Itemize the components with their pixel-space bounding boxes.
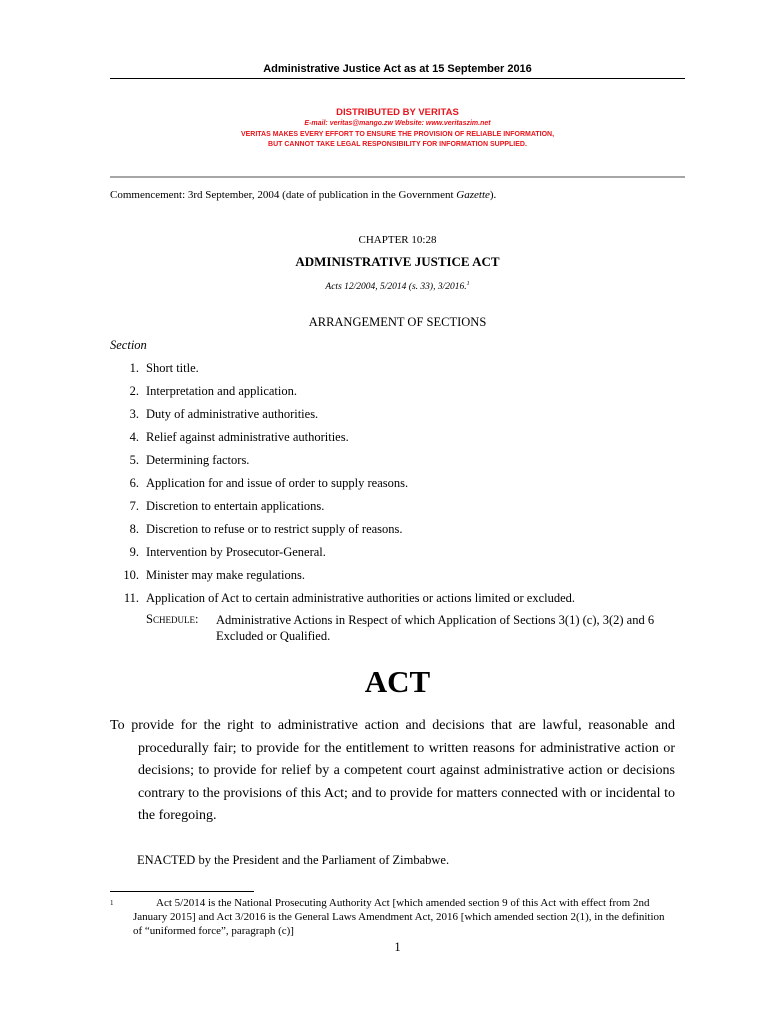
- running-header: Administrative Justice Act as at 15 September 2016: [263, 63, 532, 75]
- section-number: 6.: [129, 476, 139, 490]
- schedule-text: Administrative Actions in Respect of which Application of Sections 3(1) (c), 3(2) and 6 Excluded or Qualified.: [216, 613, 655, 643]
- page-number: 1: [394, 940, 401, 954]
- commencement-text: Commencement: 3rd September, 2004 (date of publication in the Government: [110, 189, 457, 201]
- section-number: 7.: [129, 499, 139, 513]
- section-item[interactable]: [110, 498, 685, 521]
- section-item[interactable]: [110, 383, 685, 406]
- section-title: Discretion to refuse or to restrict supply of reasons.: [146, 522, 403, 536]
- section-title: Application for and issue of order to supply reasons.: [146, 476, 409, 490]
- section-number: 11.: [123, 591, 139, 605]
- enacting-clause: ENACTED by the President and the Parliament of Zimbabwe.: [137, 853, 450, 867]
- section-number: 8.: [129, 522, 139, 536]
- section-title: Application of Act to certain administrative authorities or actions limited or excluded.: [146, 591, 576, 605]
- section-title: Relief against administrative authorities.: [146, 430, 349, 444]
- distributor-contact: E-mail: veritas@mango.zw Website: www.veritaszim.net: [304, 120, 491, 127]
- section-item[interactable]: [110, 475, 685, 498]
- section-label: Section: [110, 338, 147, 352]
- section-title: Determining factors.: [146, 453, 250, 467]
- acts-text: Acts 12/2004, 5/2014 (s. 33), 3/2016.: [325, 282, 467, 293]
- distributor-disclaimer-line2: BUT CANNOT TAKE LEGAL RESPONSIBILITY FOR INFORMATION SUPPLIED.: [268, 141, 527, 148]
- footnote-mark: 1: [110, 899, 114, 907]
- distributor-disclaimer-line1: VERITAS MAKES EVERY EFFORT TO ENSURE THE PROVISION OF RELIABLE INFORMATION,: [240, 131, 555, 138]
- section-number: 4.: [129, 430, 139, 444]
- section-number: 2.: [129, 384, 139, 398]
- commencement-tail: ).: [489, 189, 497, 201]
- section-number: 10.: [123, 568, 139, 582]
- section-item[interactable]: [110, 452, 685, 475]
- acts-list: [110, 281, 685, 292]
- section-number: 9.: [129, 545, 139, 559]
- sections-list: [110, 360, 685, 613]
- footnote-text: Act 5/2014 is the National Prosecuting Authority Act [which amended section 9 of this Act with effect from 2nd January 2015] and Act 3/2016 is the General Laws Amendment Act, 2016 [which amended section 2(1), in the definition of “uniformed force”, paragraph (c)]: [133, 897, 665, 937]
- section-title: Interpretation and application.: [146, 384, 297, 398]
- schedule-label: Schedule:: [146, 612, 199, 626]
- footnote: [110, 896, 670, 938]
- act-heading: ACT: [364, 664, 431, 699]
- section-title: Short title.: [146, 361, 199, 375]
- section-item[interactable]: [110, 590, 685, 613]
- act-title: ADMINISTRATIVE JUSTICE ACT: [295, 254, 500, 269]
- section-number: 5.: [129, 453, 139, 467]
- section-item[interactable]: [110, 567, 685, 590]
- distributor-divider: [110, 176, 685, 178]
- arrangement-heading: ARRANGEMENT OF SECTIONS: [308, 315, 487, 329]
- commencement-gazette: Gazette: [456, 189, 490, 201]
- distributor-title: DISTRIBUTED BY VERITAS: [336, 107, 459, 118]
- section-item[interactable]: [110, 429, 685, 452]
- acts-footnote-ref[interactable]: 1: [466, 281, 470, 287]
- section-title: Duty of administrative authorities.: [146, 407, 319, 421]
- section-number: 3.: [129, 407, 139, 421]
- section-title: Discretion to entertain applications.: [146, 499, 325, 513]
- commencement-note: [110, 189, 496, 201]
- section-item[interactable]: [110, 521, 685, 544]
- long-title-preamble: To provide for the right to administrative action and decisions that are lawful, reasonable and procedurally fair; to provide for the entitlement to written reasons for administrative action or decisions; to provide for relief by a competent court against administrative action or decisions contrary to the provisions of this Act; and to provide for matters connected with or incidental to the foregoing.: [110, 718, 675, 823]
- header-rule: [110, 78, 685, 79]
- section-item[interactable]: [110, 360, 685, 383]
- section-item[interactable]: [110, 406, 685, 429]
- chapter-number: CHAPTER 10:28: [358, 234, 437, 246]
- section-title: Minister may make regulations.: [146, 568, 305, 582]
- footnote-rule: [110, 891, 254, 892]
- section-number: 1.: [129, 361, 139, 375]
- section-title: Intervention by Prosecutor-General.: [146, 545, 326, 559]
- section-item[interactable]: [110, 544, 685, 567]
